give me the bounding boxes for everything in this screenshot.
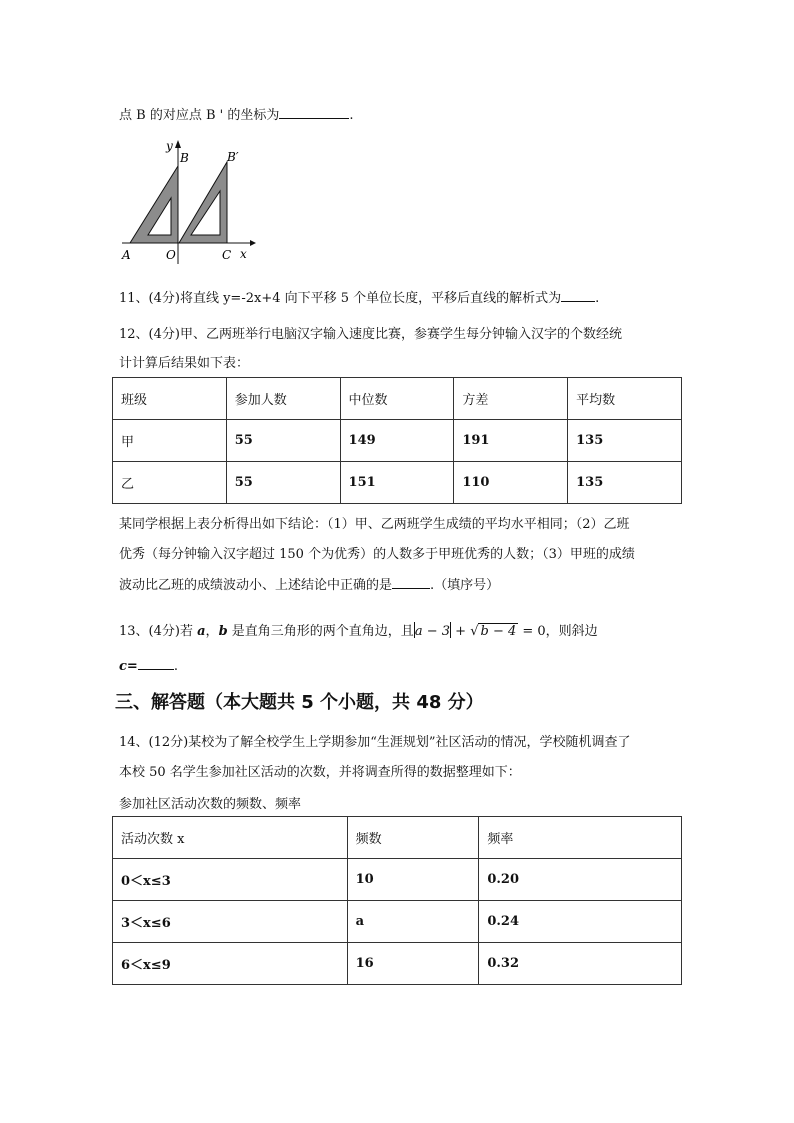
section-heading: 三、解答题（本大题共 5 个小题，共 48 分） — [115, 692, 484, 713]
table-row — [113, 859, 682, 901]
table-cell: 135 — [568, 420, 682, 462]
label-x: x — [240, 247, 247, 261]
q12-line1: 12、(4分)甲、乙两班举行电脑汉字输入速度比赛，参赛学生每分钟输入汉字的个数经统 — [119, 327, 622, 342]
q10-line — [119, 104, 353, 123]
q12-conclusion-tail: .（填序号） — [430, 578, 500, 593]
q13-line2 — [119, 656, 178, 674]
table-header-row — [113, 817, 682, 859]
q12-line2: 计计算后结果如下表： — [119, 356, 250, 371]
label-C: C — [222, 248, 232, 262]
table-row — [113, 420, 682, 462]
q13-end: . — [173, 659, 178, 674]
table-header-cell: 频数 — [347, 817, 479, 859]
label-O: O — [166, 248, 176, 262]
q11-text: 11、(4分)将直线 y=-2x+4 向下平移 5 个单位长度，平移后直线的解析式为 — [119, 291, 562, 306]
q12-table — [112, 377, 682, 504]
q13-var-b: b — [218, 624, 228, 639]
y-axis-arrow — [175, 140, 181, 148]
table-header-cell: 方差 — [454, 378, 568, 420]
table-cell: a — [347, 901, 479, 943]
q11-line — [119, 287, 599, 306]
q12-conclusion-text: 波动比乙班的成绩波动小、上述结论中正确的是 — [119, 578, 393, 593]
table-header-cell: 班级 — [113, 378, 227, 420]
table-header-cell: 中位数 — [340, 378, 454, 420]
q13-comma: ， — [205, 624, 219, 639]
label-B-prime: B′ — [227, 150, 239, 164]
q13-abs-inner: a − 3 — [414, 624, 450, 639]
q13-var-a: a — [197, 624, 206, 639]
table-cell: 10 — [347, 859, 479, 901]
table-cell: 110 — [454, 462, 568, 504]
triangle-left — [130, 166, 178, 243]
table-cell: 0.20 — [479, 859, 682, 901]
q10-end: . — [349, 108, 354, 123]
q13-eq: = 0 — [522, 624, 546, 639]
q12-conclusion-line3 — [119, 574, 499, 593]
q11-answer-blank[interactable] — [561, 288, 595, 302]
table-cell: 55 — [226, 462, 340, 504]
sqrt-icon: √ — [470, 624, 479, 639]
table-cell: 乙 — [113, 462, 227, 504]
q13-suffix: ，则斜边 — [545, 624, 598, 639]
triangle-right — [179, 162, 227, 243]
table-cell: 55 — [226, 420, 340, 462]
table-cell: 191 — [454, 420, 568, 462]
table-row — [113, 901, 682, 943]
q13-plus: + — [455, 624, 467, 639]
label-A: A — [122, 248, 131, 262]
q13-c-label: c= — [119, 659, 138, 674]
table-cell: 149 — [340, 420, 454, 462]
abs-bar-right — [450, 622, 451, 638]
q10-answer-blank[interactable] — [279, 105, 349, 119]
label-y: y — [166, 139, 173, 153]
table-cell: 甲 — [113, 420, 227, 462]
q13-line1 — [119, 620, 598, 639]
q11-end: . — [595, 291, 600, 306]
table-cell: 6＜x≤9 — [113, 943, 348, 985]
table-cell: 16 — [347, 943, 479, 985]
q14-table — [112, 816, 682, 985]
table-row — [113, 462, 682, 504]
table-cell: 135 — [568, 462, 682, 504]
table-cell: 3＜x≤6 — [113, 901, 348, 943]
q12-conclusion-line1: 某同学根据上表分析得出如下结论：（1）甲、乙两班学生成绩的平均水平相同；（2）乙班 — [119, 517, 630, 532]
table-cell: 0.32 — [479, 943, 682, 985]
q14-line1: 14、(12分)某校为了解全校学生上学期参加“生涯规划”社区活动的情况，学校随机调查了 — [119, 735, 631, 750]
q13-answer-blank[interactable] — [138, 656, 174, 670]
table-row — [113, 943, 682, 985]
q13-mid: 是直角三角形的两个直角边，且 — [231, 624, 414, 639]
q12-answer-blank[interactable] — [392, 575, 430, 589]
label-B: B — [180, 151, 189, 165]
q12-conclusion-line2: 优秀（每分钟输入汉字超过 150 个为优秀）的人数多于甲班优秀的人数；（3）甲班的成绩 — [119, 547, 635, 562]
table-cell: 151 — [340, 462, 454, 504]
q13-prefix: 13、(4分)若 — [119, 624, 193, 639]
table-cell: 0＜x≤3 — [113, 859, 348, 901]
q10-text: 点 B 的对应点 B ' 的坐标为 — [119, 108, 280, 123]
table-cell: 0.24 — [479, 901, 682, 943]
table-header-cell: 参加人数 — [226, 378, 340, 420]
q14-line2: 本校 50 名学生参加社区活动的次数，并将调查所得的数据整理如下： — [119, 765, 521, 780]
table-header-cell: 平均数 — [568, 378, 682, 420]
table-header-cell: 活动次数 x — [113, 817, 348, 859]
coordinate-figure — [116, 136, 256, 264]
q13-sqrt-inner: b − 4 — [480, 624, 517, 639]
q14-table-caption: 参加社区活动次数的频数、频率 — [119, 797, 302, 812]
table-header-cell: 频率 — [479, 817, 682, 859]
x-axis-arrow — [250, 240, 256, 246]
table-header-row — [113, 378, 682, 420]
